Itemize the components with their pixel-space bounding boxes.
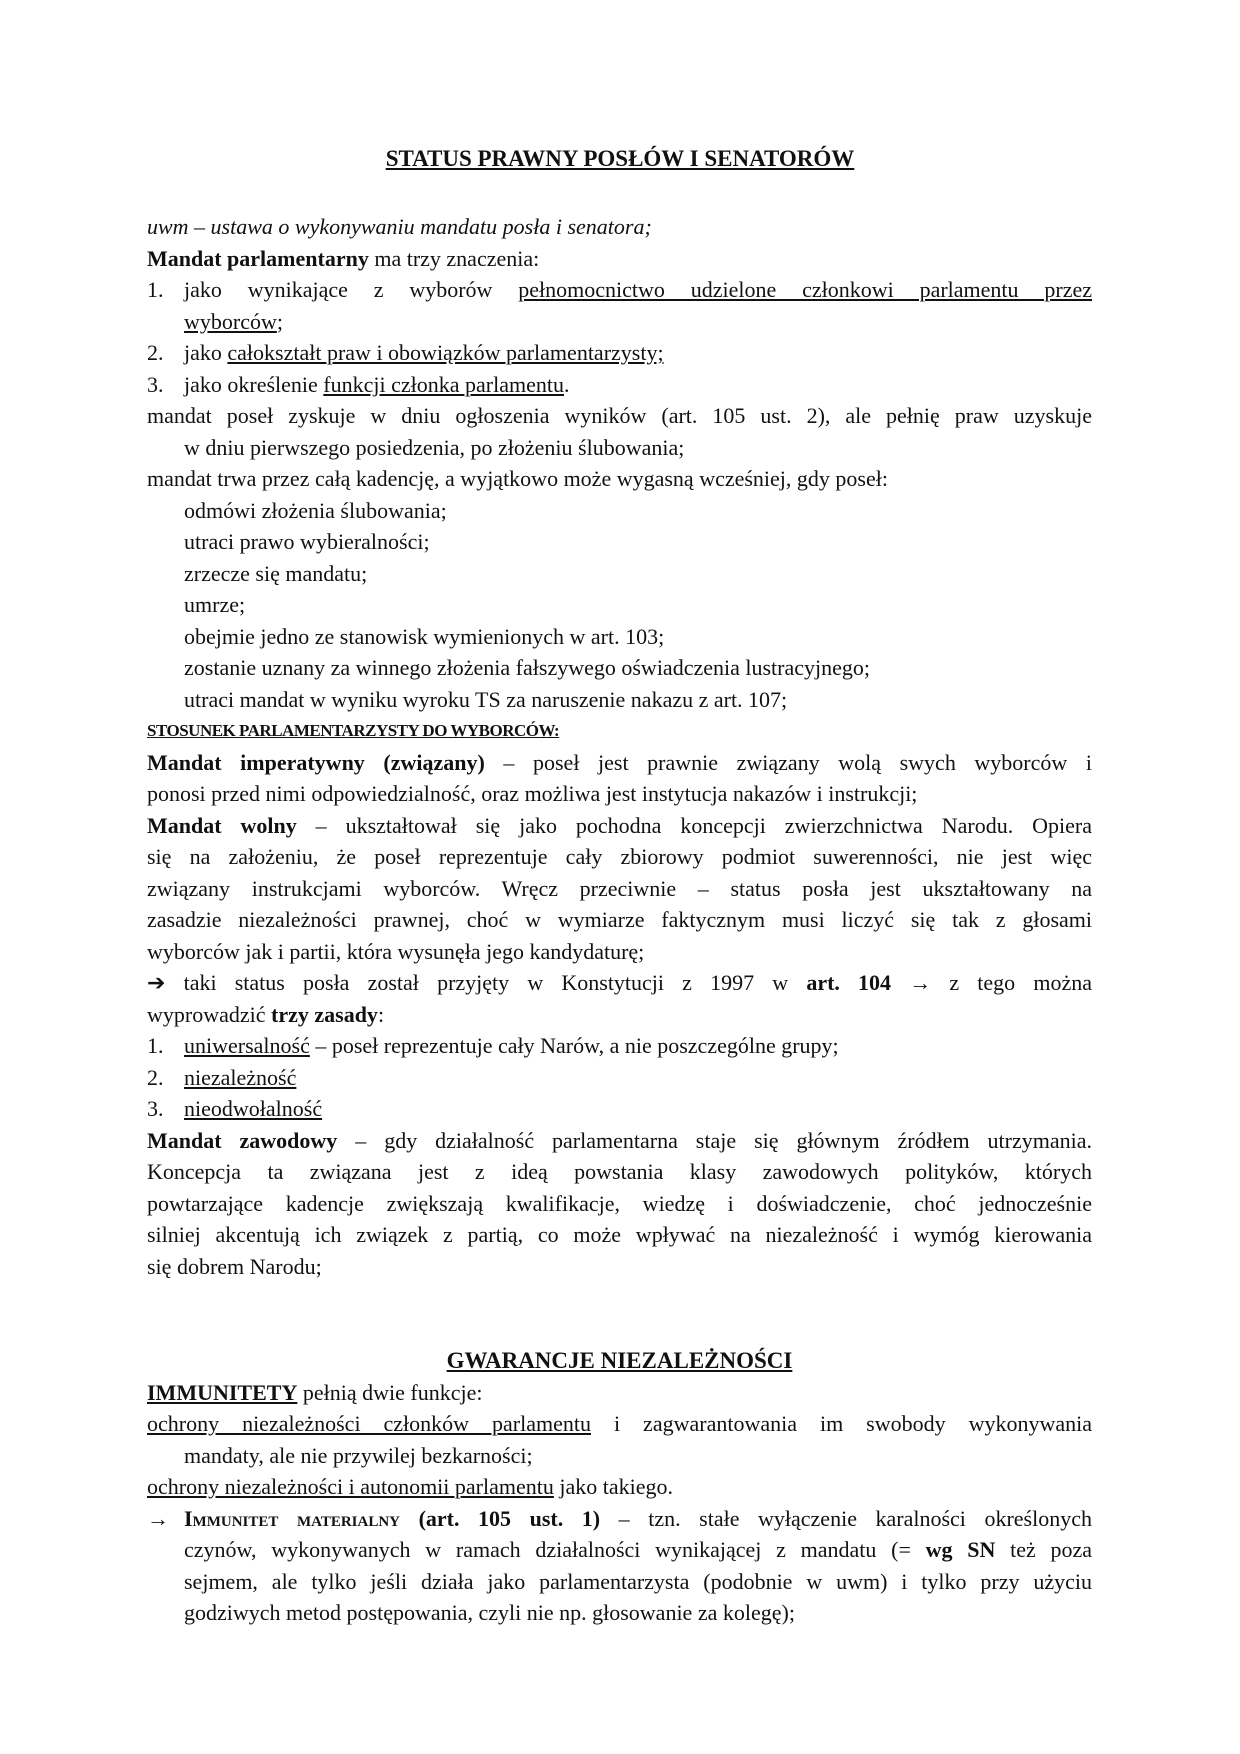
text-segment: Koncepcja ta związana jest z ideą powstania klasy zawodowych polityków, których (147, 1159, 1092, 1184)
text-line (147, 841, 1092, 873)
text-line (147, 432, 1092, 464)
text-line (147, 999, 1092, 1031)
list-marker: 3. (147, 371, 164, 397)
text-segment: też poza (995, 1537, 1092, 1562)
section-heading (147, 715, 1092, 747)
text-segment: w dniu pierwszego posiedzenia, po złożeniu ślubowania; (184, 434, 685, 460)
text-segment: nieodwołalność (184, 1096, 323, 1121)
text-segment: zrzecze się mandatu; (184, 560, 368, 586)
text-segment: się dobrem Narodu; (147, 1253, 322, 1279)
text-line (147, 778, 1092, 810)
text-segment: Mandat wolny (147, 812, 297, 838)
text-segment: STOSUNEK PARLAMENTARZYSTY DO WYBORCÓW: (147, 721, 560, 740)
text-segment: trzy zasady (271, 1001, 378, 1027)
text-line (147, 558, 1092, 590)
text-line (147, 621, 1092, 653)
text-segment: utraci mandat w wyniku wyroku TS za naruszenie nakazu z art. 107; (184, 686, 788, 712)
text-segment: – gdy działalność parlamentarna staje się głównym źródłem utrzymania. (337, 1127, 1092, 1153)
text-segment: ➔ taki status posła został przyjęty w Konstytucji z 1997 w (147, 970, 807, 995)
text-segment: jako określenie (184, 371, 324, 397)
text-segment: ochrony niezależności członków parlamentu (147, 1411, 591, 1436)
text-segment: niezależność (184, 1064, 297, 1090)
text-segment: umrze; (184, 592, 246, 617)
text-segment: GWARANCJE NIEZALEŻNOŚCI (446, 1348, 793, 1373)
list-marker: 3. (147, 1096, 164, 1121)
text-line (147, 1408, 1092, 1440)
text-segment: Mandat imperatywny (związany) (147, 749, 485, 775)
text-segment: czynów, wykonywanych w ramach działalności wynikającej z mandatu (= (184, 1537, 926, 1562)
text-line (147, 1062, 1092, 1094)
text-line (147, 1282, 1092, 1345)
text-segment: uwm – ustawa o wykonywaniu mandatu posła i senatora; (147, 214, 652, 239)
text-line (147, 243, 1092, 275)
text-segment: obejmie jedno ze stanowisk wymienionych w art. 103; (184, 623, 665, 649)
text-line (147, 1597, 1092, 1629)
text-line (147, 369, 1092, 401)
text-line (147, 1251, 1092, 1283)
text-segment: Immunitet materialny (184, 1505, 401, 1531)
text-line (147, 526, 1092, 558)
text-segment: – ukształtował się jako pochodna koncepcji zwierzchnictwa Narodu. Opiera (296, 812, 1092, 838)
text-segment: art. 104 (806, 970, 892, 995)
text-segment: : (377, 1001, 385, 1027)
list-marker: 2. (147, 340, 164, 365)
text-segment: ochrony niezależności i autonomii parlamentu (147, 1474, 554, 1499)
text-line (147, 747, 1092, 779)
text-line (147, 1534, 1092, 1566)
text-line (147, 1503, 1092, 1535)
text-line (147, 1566, 1092, 1598)
list-marker: 1. (147, 277, 164, 302)
text-segment: powtarzające kadencje zwiększają kwalifikacje, wiedzę i doświadczenie, choć jednocześnie (147, 1190, 1092, 1216)
text-segment: jako wynikające z wyborów (184, 277, 519, 302)
text-line (147, 306, 1092, 338)
text-segment: zasadzie niezależności prawnej, choć w wymiarze faktycznym musi liczyć się tak z głosami (147, 907, 1092, 932)
text-segment: odmówi złożenia ślubowania; (184, 497, 447, 523)
text-segment: IMMUNITETY (147, 1379, 298, 1405)
text-segment: mandat trwa przez całą kadencję, a wyjątkowo może wygasną wcześniej, gdy poseł: (147, 466, 888, 491)
text-segment: sejmem, ale tylko jeśli działa jako parlamentarzysta (podobnie w uwm) i tylko przy użyciu (184, 1568, 1092, 1594)
text-segment: → z tego można (891, 970, 1092, 995)
text-segment: – poseł reprezentuje cały Narów, a nie poszczególne grupy; (309, 1033, 839, 1058)
text-line (147, 211, 1092, 243)
text-segment: całokształt praw i obowiązków parlamentarzysty; (227, 340, 664, 365)
document-title: STATUS PRAWNY POSŁÓW I SENATORÓW (385, 146, 855, 171)
text-segment: związany instrukcjami wyborców. Wręcz przeciwnie – status posła jest ukształtowany na (147, 875, 1092, 901)
text-line (147, 463, 1092, 495)
text-segment: (art. 105 ust. 1) (400, 1505, 601, 1531)
text-segment: ma trzy znaczenia: (368, 245, 540, 271)
text-segment: zostanie uznany za winnego złożenia fałszywego oświadczenia lustracyjnego; (184, 655, 870, 680)
text-segment: Mandat parlamentarny (147, 245, 369, 271)
text-segment: wyborców (184, 308, 277, 334)
text-line (147, 1156, 1092, 1188)
text-segment: Mandat zawodowy (147, 1127, 338, 1153)
text-segment: – tzn. stałe wyłączenie karalności określonych (600, 1505, 1092, 1531)
text-line (147, 1188, 1092, 1220)
text-line (147, 873, 1092, 905)
text-segment: silniej akcentują ich związek z partią, co może wpływać na niezależność i wymóg kierowania (147, 1222, 1092, 1247)
text-line (147, 1219, 1092, 1251)
text-line (147, 1093, 1092, 1125)
text-segment: funkcji członka parlamentu (323, 371, 564, 397)
text-line (147, 684, 1092, 716)
text-segment: uniwersalność (184, 1033, 310, 1058)
text-segment: . (563, 371, 570, 397)
text-line (147, 652, 1092, 684)
text-line (147, 936, 1092, 968)
text-line (147, 1030, 1092, 1062)
text-segment: mandat poseł zyskuje w dniu ogłoszenia wyników (art. 105 ust. 2), ale pełnię praw uzyskuje (147, 403, 1092, 428)
text-line (147, 589, 1092, 621)
text-segment: i zagwarantowania im swobody wykonywania (591, 1411, 1092, 1436)
text-line (147, 967, 1092, 999)
text-segment: – poseł jest prawnie związany wolą swych wyborców i (484, 749, 1092, 775)
document-body (147, 211, 1092, 1629)
text-segment: wg SN (925, 1537, 996, 1562)
text-line (147, 1125, 1092, 1157)
list-marker: → (147, 1505, 169, 1531)
text-segment: wyborców jak i partii, która wysunęła jego kandydaturę; (147, 938, 645, 964)
text-line (147, 810, 1092, 842)
text-segment: jako (184, 340, 228, 365)
text-line (147, 274, 1092, 306)
text-line (147, 1377, 1092, 1409)
list-marker: 2. (147, 1064, 164, 1090)
text-segment: ponosi przed nimi odpowiedzialność, oraz możliwa jest instytucja nakazów i instrukcji; (147, 781, 918, 806)
text-line (147, 400, 1092, 432)
text-segment: mandaty, ale nie przywilej bezkarności; (184, 1442, 533, 1468)
text-segment: jako takiego. (553, 1474, 674, 1499)
text-line (147, 337, 1092, 369)
text-segment: pełnią dwie funkcje: (297, 1379, 483, 1405)
section-heading (147, 1345, 1092, 1377)
text-segment: się na założeniu, że poseł reprezentuje cały zbiorowy podmiot suwerenności, nie jest więc (147, 844, 1092, 869)
text-segment: utraci prawo wybieralności; (184, 529, 430, 554)
text-segment: wyprowadzić (147, 1001, 272, 1027)
text-segment: pełnomocnictwo udzielone członkowi parlamentu przez (518, 277, 1092, 302)
text-segment: godziwych metod postępowania, czyli nie np. głosowanie za kolegę); (184, 1600, 795, 1625)
text-line (147, 1440, 1092, 1472)
text-line (147, 1471, 1092, 1503)
text-line (147, 495, 1092, 527)
text-line (147, 904, 1092, 936)
text-segment: ; (276, 308, 283, 334)
list-marker: 1. (147, 1033, 164, 1058)
